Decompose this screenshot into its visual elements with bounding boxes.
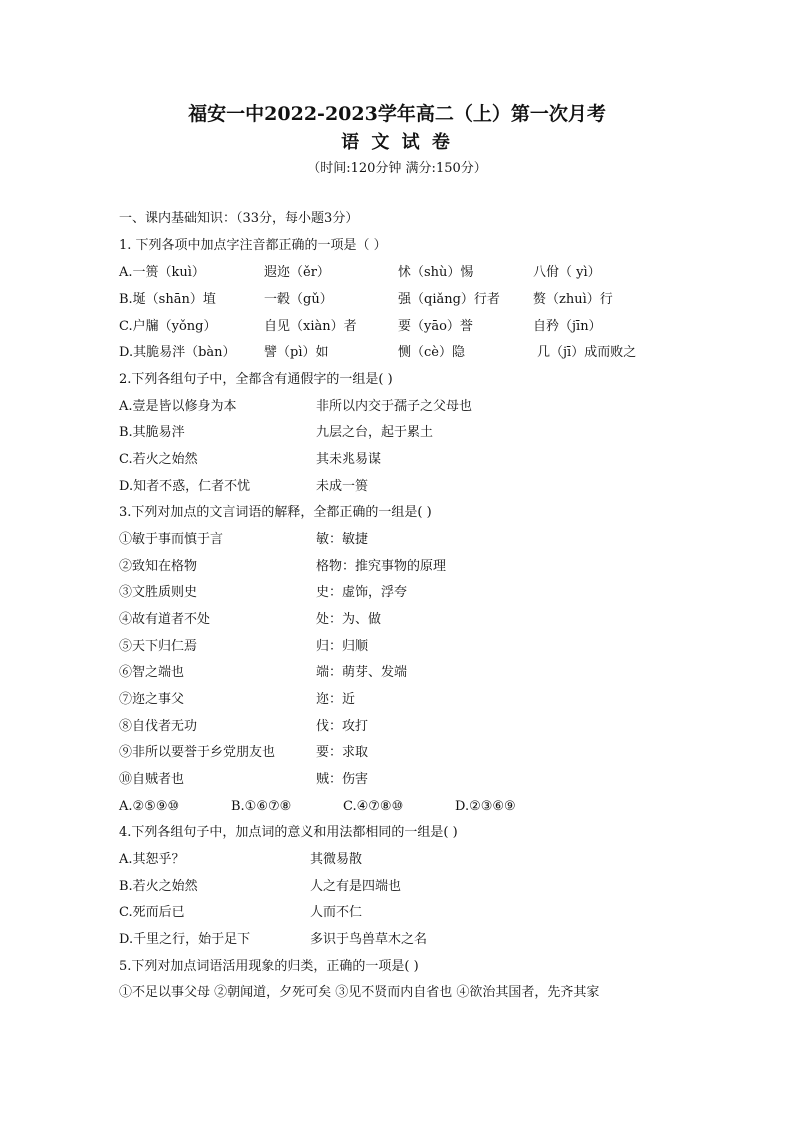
option-cell: 恻（cè）隐	[398, 345, 465, 360]
option-cell: 几（jī）成而败之	[537, 345, 637, 360]
question-5-items: ①不足以事父母 ②朝闻道，夕死可矣 ③见不贤而内自省也 ④欲治其国者，先齐其家	[119, 985, 600, 1000]
option-cell: A.一篑（kuì）	[119, 265, 205, 280]
question-3-stem: 3.下列对加点的文言词语的解释，全都正确的一组是( )	[119, 505, 432, 520]
option-cell: 史：虚饰，浮夸	[316, 585, 408, 600]
option-cell: 怵（shù）惕	[398, 265, 474, 280]
section-heading: 一、课内基础知识：（33分，每小题3分）	[119, 211, 359, 226]
option-cell: 一毂（gǔ）	[264, 292, 333, 307]
option-cell: 归：归顺	[316, 639, 369, 654]
option-cell: B.其脆易泮	[119, 425, 185, 440]
option-cell: 伐：攻打	[316, 719, 369, 734]
option-cell: A.其恕乎？	[119, 852, 185, 867]
option-cell: 格物：推究事物的原理	[316, 559, 447, 574]
option-cell: ④故有道者不处	[119, 612, 211, 627]
option-cell: 贼：伤害	[316, 772, 369, 787]
option-cell: 处：为、做	[316, 612, 382, 627]
answer-option: D.②③⑥⑨	[455, 799, 516, 814]
option-cell: 遐迩（ěr）	[264, 265, 330, 280]
option-cell: 非所以内交于孺子之父母也	[316, 399, 473, 414]
question-5-stem: 5.下列对加点词语活用现象的归类，正确的一项是( )	[119, 959, 419, 974]
exam-title: 福安一中2022-2023学年高二（上）第一次月考	[188, 103, 606, 125]
option-cell: 多识于鸟兽草木之名	[310, 932, 428, 947]
question-4-stem: 4.下列各组句子中，加点词的意义和用法都相同的一组是( )	[119, 825, 458, 840]
option-cell: ③文胜质则史	[119, 585, 198, 600]
option-cell: B.埏（shān）埴	[119, 292, 216, 307]
answer-option: A.②⑤⑨⑩	[119, 799, 180, 814]
option-cell: 譬（pì）如	[264, 345, 329, 360]
option-cell: ②致知在格物	[119, 559, 198, 574]
option-cell: ⑦迩之事父	[119, 692, 185, 707]
option-cell: 其微易散	[310, 852, 363, 867]
option-cell: 迩：近	[316, 692, 356, 707]
option-cell: 未成一篑	[316, 479, 369, 494]
question-2-stem: 2.下列各组句子中，全都含有通假字的一组是( )	[119, 372, 393, 387]
option-cell: 强（qiǎng）行者	[398, 292, 500, 307]
option-cell: ⑩自贼者也	[119, 772, 185, 787]
answer-option: C.④⑦⑧⑩	[343, 799, 404, 814]
option-cell: ①敏于事而慎于言	[119, 532, 224, 547]
option-cell: C.死而后已	[119, 905, 185, 920]
option-cell: 自矜（jīn）	[533, 319, 602, 334]
option-cell: ⑨非所以要誉于乡党朋友也	[119, 745, 276, 760]
option-cell: 八佾（ yì）	[533, 265, 601, 280]
option-cell: ⑤天下归仁焉	[119, 639, 198, 654]
option-cell: 敏：敏捷	[316, 532, 369, 547]
option-cell: ⑥智之端也	[119, 665, 185, 680]
option-cell: A.壹是皆以修身为本	[119, 399, 237, 414]
option-cell: D.知者不惑，仁者不忧	[119, 479, 251, 494]
option-cell: D.其脆易泮（bàn）	[119, 345, 236, 360]
option-cell: 自见（xiàn）者	[264, 319, 357, 334]
option-cell: 人之有是四端也	[310, 879, 402, 894]
answer-option: B.①⑥⑦⑧	[231, 799, 292, 814]
option-cell: 其未兆易谋	[316, 452, 382, 467]
option-cell: C.户牖（yǒng）	[119, 319, 217, 334]
option-cell: 九层之台，起于累土	[316, 425, 434, 440]
option-cell: 赘（zhuì）行	[533, 292, 613, 307]
option-cell: 要：求取	[316, 745, 369, 760]
option-cell: C.若火之始然	[119, 452, 198, 467]
option-cell: 人而不仁	[310, 905, 363, 920]
exam-info: （时间:120分钟 满分:150分）	[307, 161, 487, 176]
option-cell: 要（yāo）誉	[398, 319, 473, 334]
exam-subject: 语 文 试 卷	[341, 132, 453, 153]
option-cell: B.若火之始然	[119, 879, 198, 894]
option-cell: ⑧自伐者无功	[119, 719, 198, 734]
question-1-stem: 1. 下列各项中加点字注音都正确的一项是（ ）	[119, 238, 387, 253]
option-cell: D.千里之行，始于足下	[119, 932, 251, 947]
option-cell: 端：萌芽、发端	[316, 665, 408, 680]
